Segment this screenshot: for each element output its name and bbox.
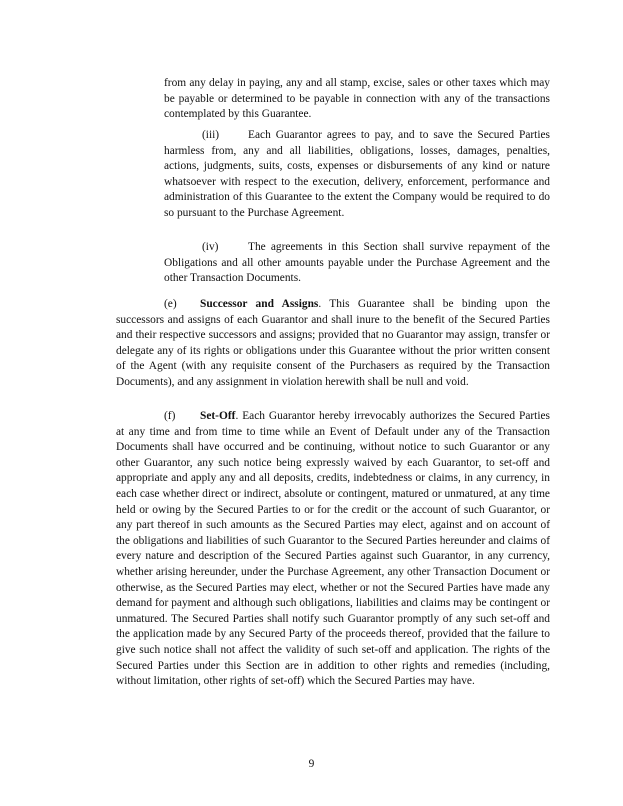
section-heading: Set-Off bbox=[200, 410, 236, 422]
item-text: The agreements in this Section shall survive repayment of the Obligations and all other amounts payable under the Purchase Agreement and the other Transaction Documents. bbox=[164, 241, 550, 285]
paragraph-continuation: from any delay in paying, any and all stamp, excise, sales or other taxes which may be payable or determined to be payable in connection with any of the transactions contemplated by this Guarantee. bbox=[164, 77, 550, 121]
paragraph-item-iii bbox=[164, 128, 550, 222]
section-text: . This Guarantee shall be binding upon the successors and assigns of each Guarantor and shall inure to the benefit of the Secured Parties and their respective successors and assigns; provided that no Guarantor may assign, transfer or delegate any of its rights or obligations under this Guarantee without the prior written consent of the Agent (with any requisite consent of the Purchasers as required by the Transaction Documents), and any assignment in violation herewith shall be null and void. bbox=[116, 298, 551, 388]
section-heading: Successor and Assigns bbox=[200, 298, 319, 310]
section-text: . Each Guarantor hereby irrevocably authorizes the Secured Parties at any time and from time to time while an Event of Default under any of the Transaction Documents shall have occurred and be continuing, without notice to such Guarantor or any other Guarantor, any such notice being expressly waived by each Guarantor, to set-off and appropriate and apply any and all deposits, credits, indebtedness or claims, in any currency, in each case whether direct or indirect, absolute or contingent, matured or unmatured, at any time held or owing by the Secured Parties to or for the credit or the account of such Guarantor, or any part thereof in such amounts as the Secured Parties may elect, against and on account of the obligations and liabilities of such Guarantor to the Secured Parties hereunder and claims of every nature and description of the Secured Parties against such Guarantor, in any currency, whether arising hereunder, under the Purchase Agreement, any other Transaction Document or otherwise, as the Secured Parties may elect, whether or not the Secured Parties have made any demand for payment and although such obligations, liabilities and claims may be contingent or unmatured. The Secured Parties shall notify such Guarantor promptly of any such set-off and the application made by any Secured Party of the proceeds thereof, provided that the failure to give such notice shall not affect the validity of such set-off and application. The rights of the Secured Parties under this Section are in addition to other rights and remedies (including, without limitation, other rights of set-off) which the Secured Parties may have. bbox=[116, 410, 550, 688]
section-marker: (f) bbox=[164, 410, 176, 422]
item-text: Each Guarantor agrees to pay, and to save the Secured Parties harmless from, any and all liabilities, obligations, losses, damages, penalties, actions, judgments, suits, costs, expenses or disbursements of any kind or nature whatsoever with respect to the execution, delivery, enforcement, performance and administration of this Guarantee to the extent the Company would be required to do so pursuant to the Purchase Agreement. bbox=[164, 129, 550, 219]
page-number: 9 bbox=[308, 758, 315, 770]
item-marker: (iii) bbox=[202, 129, 220, 141]
section-f-set-off bbox=[116, 409, 550, 690]
section-marker: (e) bbox=[164, 298, 177, 310]
item-marker: (iv) bbox=[202, 241, 219, 253]
paragraph-item-iv bbox=[164, 240, 550, 287]
section-e-successor-and-assigns bbox=[116, 297, 550, 391]
